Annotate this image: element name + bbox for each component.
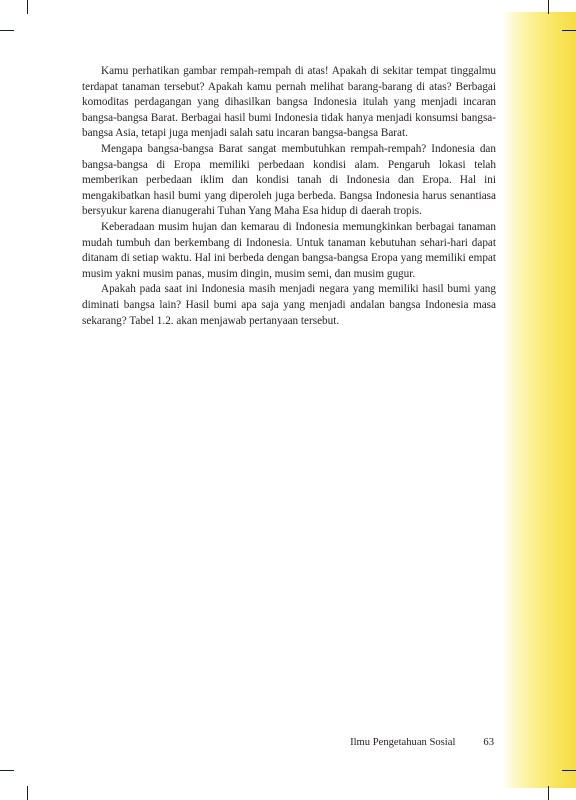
- footer-page-number: 63: [483, 737, 494, 748]
- page-body-text: [82, 64, 496, 329]
- paragraph-4: Apakah pada saat ini Indonesia masih menjadi negara yang memiliki hasil bumi yang diminati bangsa lain? Hasil bumi apa saja yang menjadi andalan bangsa Indonesia masa sekarang? Tabel 1.2. akan menjawab pertanyaan tersebut.: [82, 283, 496, 327]
- paragraph-2: Mengapa bangsa-bangsa Barat sangat membutuhkan rempah-rempah? Indonesia dan bangsa-bangsa di Eropa memiliki perbedaan kondisi alam. Pengaruh lokasi telah memberikan perbedaan iklim dan kondisi tanah di Indonesia dan Eropa. Hal ini mengakibatkan hasil bumi yang diperoleh juga berbeda. Bangsa Indonesia harus senantiasa bersyukur karena dianugerahi Tuhan Yang Maha Esa hidup di daerah tropis.: [82, 142, 496, 218]
- crop-mark-bottom-right-horizontal: [562, 770, 576, 771]
- footer-book-title: Ilmu Pengetahuan Sosial: [350, 737, 456, 748]
- crop-mark-top-right-vertical: [548, 0, 549, 14]
- crop-mark-bottom-left-horizontal: [0, 770, 14, 771]
- crop-mark-top-left-horizontal: [0, 30, 14, 31]
- crop-mark-bottom-right-vertical: [548, 786, 549, 800]
- crop-mark-top-right-horizontal: [562, 30, 576, 31]
- crop-mark-bottom-left-vertical: [27, 786, 28, 800]
- paragraph-3: Keberadaan musim hujan dan kemarau di Indonesia memungkinkan berbagai tanaman mudah tumbuh dan berkembang di Indonesia. Untuk tanaman kebutuhan sehari-hari dapat ditanam di setiap waktu. Hal ini berbeda dengan bangsa-bangsa Eropa yang memiliki empat musim yakni musim panas, musim dingin, musim semi, dan musim gugur.: [82, 220, 496, 280]
- crop-mark-top-left-vertical: [27, 0, 28, 14]
- side-color-band: [502, 12, 576, 788]
- page-footer: [300, 737, 494, 748]
- paragraph-1: Kamu perhatikan gambar rempah-rempah di atas! Apakah di sekitar tempat tinggalmu terdapat tanaman tersebut? Apakah kamu pernah melihat barang-barang di atas? Berbagai komoditas perdagangan yang dihasilkan bangsa Indonesia itulah yang menjadi incaran bangsa-bangsa Barat. Berbagai hasil bumi Indonesia tidak hanya menjadi konsumsi bangsa-bangsa Asia, tetapi juga menjadi salah satu incaran bangsa-bangsa Barat.: [82, 65, 496, 140]
